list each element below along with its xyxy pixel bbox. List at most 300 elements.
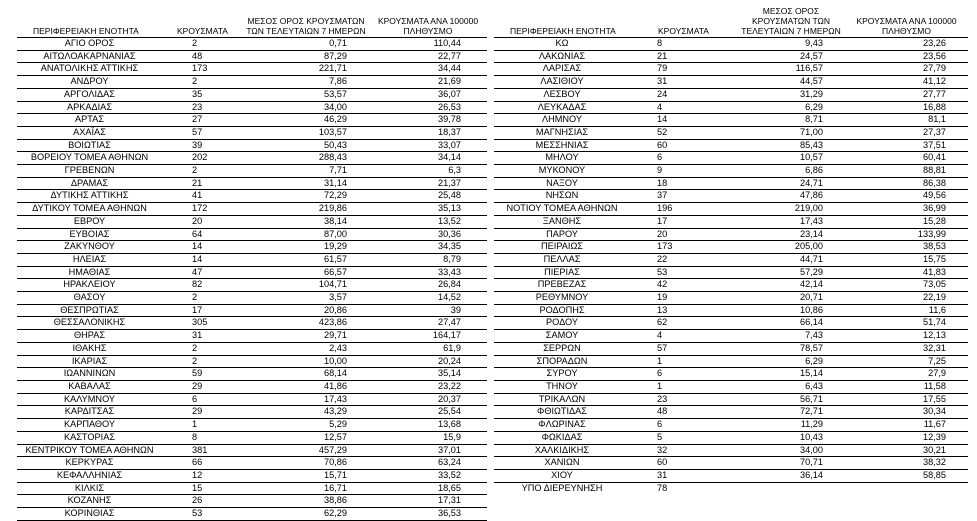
table-row [17, 508, 487, 521]
cases-value: 78 [657, 482, 668, 493]
avg7-value: 36,14 [737, 469, 845, 482]
cases-value: 53 [630, 266, 737, 279]
avg7-value: 42,14 [737, 279, 845, 292]
per100k-value: 15,28 [845, 215, 968, 228]
cases-value: 173 [630, 241, 737, 254]
avg7-value: 23,14 [737, 228, 845, 241]
per100k-value: 8,79 [369, 253, 487, 266]
avg7-value: 20,71 [737, 292, 845, 305]
per100k-value: 110,44 [369, 38, 487, 51]
region-name: ΧΑΛΚΙΔΙΚΗΣ [494, 444, 630, 457]
per100k-value: 11,58 [845, 380, 968, 393]
avg7-value: 6,86 [737, 165, 845, 178]
left-header-row [17, 4, 487, 38]
cases-value: 47 [162, 266, 243, 279]
avg7-value: 24,57 [737, 50, 845, 63]
per100k-value: 13,52 [369, 215, 487, 228]
cases-value: 2 [162, 76, 243, 89]
region-name: ΦΘΙΩΤΙΔΑΣ [494, 406, 630, 419]
region-name: ΚΟΡΙΝΘΙΑΣ [17, 508, 162, 521]
region-name: ΔΥΤΙΚΟΥ ΤΟΜΕΑ ΑΘΗΝΩΝ [17, 203, 162, 216]
table-row [17, 457, 487, 470]
region-name: ΑΧΑΪΑΣ [17, 126, 162, 139]
cases-value: 14 [162, 253, 243, 266]
cases-value: 6 [630, 152, 737, 165]
region-name: ΛΑΚΩΝΙΑΣ [494, 50, 630, 63]
per100k-value: 27,37 [845, 126, 968, 139]
avg7-value: 15,71 [243, 469, 369, 482]
table-row [17, 393, 487, 406]
table-row [494, 101, 968, 114]
cases-value: 4 [630, 330, 737, 343]
cases-value: 17 [630, 215, 737, 228]
cases-value: 31 [630, 76, 737, 89]
per100k-value: 37,01 [369, 444, 487, 457]
region-name: ΑΡΤΑΣ [17, 114, 162, 127]
region-name: ΕΥΒΟΙΑΣ [17, 228, 162, 241]
table-row [17, 139, 487, 152]
region-name: ΑΡΓΟΛΙΔΑΣ [17, 88, 162, 101]
avg7-value: 423,86 [243, 317, 369, 330]
per100k-value: 20,24 [369, 355, 487, 368]
avg7-value: 457,29 [243, 444, 369, 457]
cases-value: 29 [162, 406, 243, 419]
table-row [494, 406, 968, 419]
cases-value: 4 [630, 101, 737, 114]
region-name: ΦΩΚΙΔΑΣ [494, 431, 630, 444]
region-name: ΚΕΝΤΡΙΚΟΥ ΤΟΜΕΑ ΑΘΗΝΩΝ [17, 444, 162, 457]
cases-value: 172 [162, 203, 243, 216]
per100k-value: 51,74 [845, 317, 968, 330]
region-name: ΥΠΟ ΔΙΕΡΕΥΝΗΣΗ [521, 482, 603, 493]
cases-value: 14 [162, 241, 243, 254]
per100k-value: 18,65 [369, 482, 487, 495]
avg7-value: 11,29 [737, 419, 845, 432]
table-row [494, 457, 968, 470]
avg7-value: 17,43 [243, 393, 369, 406]
cases-header: ΚΡΟΥΣΜΑΤΑ [630, 4, 737, 38]
cases-value: 6 [162, 393, 243, 406]
table-row [17, 330, 487, 343]
region-name: ΑΝΑΤΟΛΙΚΗΣ ΑΤΤΙΚΗΣ [17, 63, 162, 76]
per100k-value: 12,13 [845, 330, 968, 343]
region-name: ΛΕΣΒΟΥ [494, 88, 630, 101]
cases-value: 35 [162, 88, 243, 101]
avg7-value: 24,71 [737, 177, 845, 190]
per100k-value: 35,13 [369, 203, 487, 216]
avg7-value: 15,14 [737, 368, 845, 381]
table-row [494, 368, 968, 381]
region-name: ΣΠΟΡΑΔΩΝ [494, 355, 630, 368]
avg7-value: 34,00 [737, 444, 845, 457]
avg7-value: 70,86 [243, 457, 369, 470]
cases-value: 32 [630, 444, 737, 457]
avg7-value: 10,86 [737, 304, 845, 317]
avg7-header: ΜΕΣΟΣ ΟΡΟΣ ΚΡΟΥΣΜΑΤΩΝ ΤΩΝ ΤΕΛΕΥΤΑΙΩΝ 7 ΗΜΕΡΩΝ [737, 4, 845, 38]
cases-value: 66 [162, 457, 243, 470]
cases-value: 60 [630, 139, 737, 152]
avg7-value: 288,43 [243, 152, 369, 165]
avg7-value: 10,57 [737, 152, 845, 165]
region-name: ΔΥΤΙΚΗΣ ΑΤΤΙΚΗΣ [17, 190, 162, 203]
avg7-value: 72,29 [243, 190, 369, 203]
per100k-value: 14,52 [369, 292, 487, 305]
per100k-value: 17,55 [845, 393, 968, 406]
avg7-value: 221,71 [243, 63, 369, 76]
region-name: ΑΡΚΑΔΙΑΣ [17, 101, 162, 114]
table-row [494, 431, 968, 444]
table-row [494, 50, 968, 63]
avg7-value: 47,86 [737, 190, 845, 203]
avg7-value: 44,71 [737, 253, 845, 266]
per100k-value: 11,6 [845, 304, 968, 317]
region-name: ΙΘΑΚΗΣ [17, 342, 162, 355]
per100k-value: 16,88 [845, 101, 968, 114]
region-name: ΖΑΚΥΝΘΟΥ [17, 241, 162, 254]
per100k-value: 27,47 [369, 317, 487, 330]
cases-value: 59 [162, 368, 243, 381]
avg7-value: 38,86 [243, 495, 369, 508]
table-row [17, 292, 487, 305]
per100k-value: 37,51 [845, 139, 968, 152]
per100k-value: 15,9 [369, 431, 487, 444]
cases-value: 8 [630, 38, 737, 51]
per100k-value: 33,52 [369, 469, 487, 482]
cases-value: 53 [162, 508, 243, 521]
cases-value: 79 [630, 63, 737, 76]
per100k-value: 33,43 [369, 266, 487, 279]
region-name: ΗΡΑΚΛΕΙΟΥ [17, 279, 162, 292]
per100k-value: 11,67 [845, 419, 968, 432]
table-row [17, 317, 487, 330]
cases-value: 14 [630, 114, 737, 127]
avg7-value: 7,43 [737, 330, 845, 343]
table-row [494, 342, 968, 355]
region-name: ΣΥΡΟΥ [494, 368, 630, 381]
table-row [17, 380, 487, 393]
region-name: ΚΑΣΤΟΡΙΑΣ [17, 431, 162, 444]
cases-value: 305 [162, 317, 243, 330]
region-header: ΠΕΡΙΦΕΡΕΙΑΚΗ ΕΝΟΤΗΤΑ [17, 4, 162, 38]
cases-value: 42 [630, 279, 737, 292]
cases-value: 24 [630, 88, 737, 101]
per100k-value: 60,41 [845, 152, 968, 165]
per100k-value: 164,17 [369, 330, 487, 343]
region-name: ΠΕΛΛΑΣ [494, 253, 630, 266]
table-row [494, 330, 968, 343]
region-name: ΚΑΡΠΑΘΟΥ [17, 419, 162, 432]
table-row [494, 38, 968, 51]
cases-value: 57 [162, 126, 243, 139]
region-name: ΘΕΣΠΡΩΤΙΑΣ [17, 304, 162, 317]
table-row [494, 266, 968, 279]
avg7-value: 3,57 [243, 292, 369, 305]
avg7-value: 103,57 [243, 126, 369, 139]
per100k-value: 13,68 [369, 419, 487, 432]
table-row [17, 165, 487, 178]
avg7-value: 34,00 [243, 101, 369, 114]
per100k-value: 36,07 [369, 88, 487, 101]
avg7-value: 62,29 [243, 508, 369, 521]
avg7-value: 68,14 [243, 368, 369, 381]
cases-value: 1 [630, 355, 737, 368]
region-name: ΛΑΡΙΣΑΣ [494, 63, 630, 76]
table-row [17, 444, 487, 457]
avg7-value: 50,43 [243, 139, 369, 152]
cases-value: 20 [630, 228, 737, 241]
avg7-value: 66,57 [243, 266, 369, 279]
per100k-header: ΚΡΟΥΣΜΑΤΑ ΑΝΑ 100000 ΠΛΗΘΥΣΜΟ [845, 4, 968, 38]
table-row [494, 241, 968, 254]
region-name: ΠΙΕΡΙΑΣ [494, 266, 630, 279]
region-name: ΚΑΒΑΛΑΣ [17, 380, 162, 393]
per100k-value: 23,56 [845, 50, 968, 63]
per100k-value: 88,81 [845, 165, 968, 178]
avg7-value: 219,00 [737, 203, 845, 216]
table-row [494, 76, 968, 89]
per100k-value: 23,26 [845, 38, 968, 51]
avg7-value [737, 482, 845, 494]
avg7-value: 10,00 [243, 355, 369, 368]
avg7-value: 71,00 [737, 126, 845, 139]
table-row [17, 215, 487, 228]
cases-value: 12 [162, 469, 243, 482]
avg7-value: 87,00 [243, 228, 369, 241]
table-row [17, 38, 487, 51]
avg7-value: 53,57 [243, 88, 369, 101]
per100k-value: 81,1 [845, 114, 968, 127]
table-row [17, 190, 487, 203]
table-row [494, 63, 968, 76]
per100k-value: 36,99 [845, 203, 968, 216]
table-row [17, 241, 487, 254]
cases-value: 64 [162, 228, 243, 241]
avg7-value: 205,00 [737, 241, 845, 254]
avg7-value: 7,71 [243, 165, 369, 178]
table-row [494, 317, 968, 330]
per100k-value: 25,54 [369, 406, 487, 419]
cases-value: 1 [630, 380, 737, 393]
per100k-value: 58,85 [845, 469, 968, 482]
per100k-value: 20,37 [369, 393, 487, 406]
region-name: ΓΡΕΒΕΝΩΝ [17, 165, 162, 178]
table-row [494, 253, 968, 266]
region-name: ΚΩ [494, 38, 630, 51]
table-row [494, 114, 968, 127]
per100k-value: 27,77 [845, 88, 968, 101]
table-row [494, 203, 968, 216]
avg7-value: 41,86 [243, 380, 369, 393]
region-name: ΙΚΑΡΙΑΣ [17, 355, 162, 368]
table-row [17, 279, 487, 292]
avg7-value: 56,71 [737, 393, 845, 406]
cases-value: 31 [162, 330, 243, 343]
avg7-value: 20,86 [243, 304, 369, 317]
avg7-value: 66,14 [737, 317, 845, 330]
cases-value: 1 [162, 419, 243, 432]
avg7-value: 10,43 [737, 431, 845, 444]
table-row [17, 469, 487, 482]
table-row [17, 203, 487, 216]
region-name: ΝΗΣΩΝ [494, 190, 630, 203]
right-table-body [494, 38, 968, 495]
per100k-value: 21,37 [369, 177, 487, 190]
region-name: ΒΟΡΕΙΟΥ ΤΟΜΕΑ ΑΘΗΝΩΝ [17, 152, 162, 165]
table-row [494, 482, 968, 494]
region-name: ΚΕΦΑΛΛΗΝΙΑΣ [17, 469, 162, 482]
region-name: ΠΑΡΟΥ [494, 228, 630, 241]
table-row [17, 50, 487, 63]
table-row [17, 152, 487, 165]
avg7-value: 46,29 [243, 114, 369, 127]
per100k-value: 23,22 [369, 380, 487, 393]
table-row [17, 126, 487, 139]
avg7-value: 57,29 [737, 266, 845, 279]
region-name: ΜΕΣΣΗΝΙΑΣ [494, 139, 630, 152]
avg7-value: 16,71 [243, 482, 369, 495]
table-row [494, 380, 968, 393]
table-row [17, 406, 487, 419]
avg7-value: 72,71 [737, 406, 845, 419]
region-name: ΑΙΤΩΛΟΑΚΑΡΝΑΝΙΑΣ [17, 50, 162, 63]
table-row [494, 152, 968, 165]
avg7-value: 7,86 [243, 76, 369, 89]
cases-value: 15 [162, 482, 243, 495]
left-table-body [17, 38, 487, 521]
region-name: ΣΑΜΟΥ [494, 330, 630, 343]
table-row [17, 253, 487, 266]
cases-value: 9 [630, 165, 737, 178]
table-row [17, 355, 487, 368]
region-name: ΘΗΡΑΣ [17, 330, 162, 343]
table-row [494, 419, 968, 432]
per100k-value: 30,21 [845, 444, 968, 457]
per100k-value: 38,53 [845, 241, 968, 254]
per100k-value: 22,19 [845, 292, 968, 305]
table-row [494, 292, 968, 305]
per100k-value: 26,53 [369, 101, 487, 114]
cases-value: 173 [162, 63, 243, 76]
cases-value: 82 [162, 279, 243, 292]
cases-value: 6 [630, 419, 737, 432]
region-name: ΧΙΟΥ [494, 469, 630, 482]
per100k-value: 61,9 [369, 342, 487, 355]
table-row [494, 139, 968, 152]
per100k-value: 133,99 [845, 228, 968, 241]
cases-value: 6 [630, 368, 737, 381]
avg7-value: 12,57 [243, 431, 369, 444]
cases-value: 27 [162, 114, 243, 127]
table-row [17, 76, 487, 89]
cases-value: 39 [162, 139, 243, 152]
avg7-value: 116,57 [737, 63, 845, 76]
avg7-value: 219,86 [243, 203, 369, 216]
cases-value: 17 [162, 304, 243, 317]
per100k-value: 41,83 [845, 266, 968, 279]
cases-value: 2 [162, 342, 243, 355]
table-row [494, 228, 968, 241]
avg7-value: 19,29 [243, 241, 369, 254]
cases-value: 23 [162, 101, 243, 114]
table-row [17, 228, 487, 241]
avg7-value: 70,71 [737, 457, 845, 470]
cases-value: 29 [162, 380, 243, 393]
cases-value: 21 [630, 50, 737, 63]
table-row [17, 368, 487, 381]
per100k-header: ΚΡΟΥΣΜΑΤΑ ΑΝΑ 100000 ΠΛΗΘΥΣΜΟ [369, 4, 487, 38]
cases-value: 2 [162, 38, 243, 51]
table-row [17, 101, 487, 114]
table-row [17, 177, 487, 190]
table-row [17, 342, 487, 355]
avg7-value: 78,57 [737, 342, 845, 355]
table-row [494, 88, 968, 101]
avg7-value: 0,71 [243, 38, 369, 51]
cases-value: 21 [162, 177, 243, 190]
region-name: ΑΝΔΡΟΥ [17, 76, 162, 89]
cases-header: ΚΡΟΥΣΜΑΤΑ [162, 4, 243, 38]
region-name: ΡΟΔΟΥ [494, 317, 630, 330]
table-row [17, 63, 487, 76]
table-row [494, 165, 968, 178]
region-name: ΙΩΑΝΝΙΝΩΝ [17, 368, 162, 381]
table-row [17, 482, 487, 495]
table-row [494, 177, 968, 190]
avg7-value: 31,29 [737, 88, 845, 101]
per100k-value: 33,07 [369, 139, 487, 152]
avg7-value: 87,29 [243, 50, 369, 63]
region-name: ΚΙΛΚΙΣ [17, 482, 162, 495]
per100k-value: 36,53 [369, 508, 487, 521]
table-row [494, 304, 968, 317]
region-name: ΛΑΣΙΘΙΟΥ [494, 76, 630, 89]
region-name: ΘΑΣΟΥ [17, 292, 162, 305]
table-row [17, 431, 487, 444]
region-name: ΡΟΔΟΠΗΣ [494, 304, 630, 317]
per100k-value: 63,24 [369, 457, 487, 470]
region-name: ΚΕΡΚΥΡΑΣ [17, 457, 162, 470]
avg7-value: 6,43 [737, 380, 845, 393]
table-row [494, 469, 968, 482]
table-row [494, 444, 968, 457]
per100k-value: 30,36 [369, 228, 487, 241]
region-name: ΧΑΝΙΩΝ [494, 457, 630, 470]
per100k-value: 32,31 [845, 342, 968, 355]
avg7-value: 9,43 [737, 38, 845, 51]
region-name: ΔΡΑΜΑΣ [17, 177, 162, 190]
avg7-value: 8,71 [737, 114, 845, 127]
region-name: ΝΑΞΟΥ [494, 177, 630, 190]
avg7-value: 17,43 [737, 215, 845, 228]
per100k-value: 34,44 [369, 63, 487, 76]
cases-value: 41 [162, 190, 243, 203]
per100k-value: 18,37 [369, 126, 487, 139]
table-row [17, 419, 487, 432]
cases-value: 8 [162, 431, 243, 444]
per100k-value: 39,78 [369, 114, 487, 127]
right-cases-table [494, 4, 968, 494]
cases-value: 52 [630, 126, 737, 139]
avg7-value: 31,14 [243, 177, 369, 190]
table-row [17, 88, 487, 101]
per100k-value: 86,38 [845, 177, 968, 190]
region-name: ΕΒΡΟΥ [17, 215, 162, 228]
region-name: ΗΛΕΙΑΣ [17, 253, 162, 266]
region-name: ΚΑΛΥΜΝΟΥ [17, 393, 162, 406]
region-name: ΣΕΡΡΩΝ [494, 342, 630, 355]
per100k-value: 15,75 [845, 253, 968, 266]
region-name: ΤΡΙΚΑΛΩΝ [494, 393, 630, 406]
